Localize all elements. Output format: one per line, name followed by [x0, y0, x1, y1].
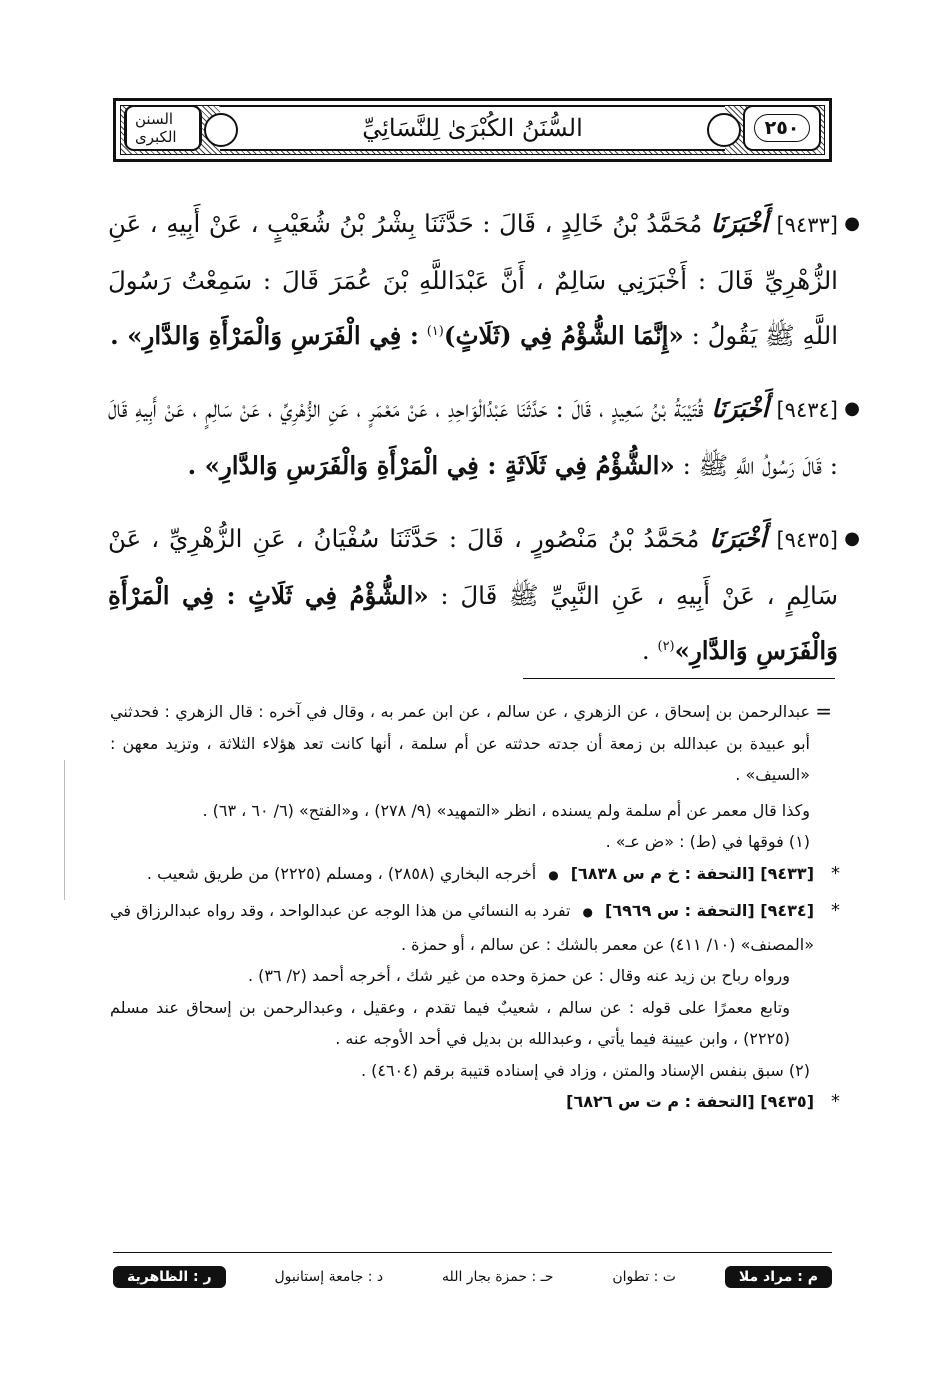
- akhbarana-word: أَخْبَرَنَا: [709, 524, 767, 553]
- manuscript-m: م : مراد ملا: [725, 1266, 832, 1288]
- akhbarana-word: أَخْبَرَنَا: [710, 209, 768, 238]
- takhrij-note-5: [110, 992, 840, 1055]
- footnote-separator: [523, 678, 835, 679]
- takhrij-note-4: [110, 960, 840, 992]
- isnad: مُحَمَّدُ بْنُ مَنْصُورٍ ، قَالَ : حَدَّثَنَا سُفْيَانُ ، عَنِ الزُّهْرِيِّ ، عَنْ سَالِمٍ ، عَنْ أَبِيهِ ، عَنِ النَّبِيِّ ﷺ قَالَ :: [108, 524, 838, 610]
- footnote-2: [110, 1055, 840, 1087]
- footnote-1: [110, 826, 840, 858]
- margin-line: [64, 760, 65, 900]
- tuhfa-ref: [٩٤٣٥] [التحفة : م ت س ٦٨٢٦]: [566, 1092, 814, 1111]
- hadith-number: [٩٤٣٣]: [776, 213, 838, 237]
- page-number-frame: [743, 105, 821, 151]
- takhrij-text: تفرد به النسائي من هذا الوجه عن عبدالواحد ، وقد رواه عبدالرزاق في «المصنف» (١٠/ ٤١١) عن معمر بالشك : عن سالم ، أو حمزة .: [110, 901, 814, 954]
- continuation-mark: =: [815, 699, 832, 723]
- bullet-icon: ●: [844, 398, 860, 419]
- isnad: قُتَيْبَةُ بْنُ سَعِيدٍ ، قَالَ : حَدَّثَنَا عَبْدُالْوَاحِدِ ، عَنْ مَعْمَرٍ ، عَنِ الزُّهْرِيِّ ، عَنْ سَالِمٍ ، عَنْ أَبِيهِ قَالَ : قَالَ رَسُولُ اللَّهِ ﷺ :: [108, 394, 838, 480]
- isnad: مُحَمَّدُ بْنُ خَالِدٍ ، قَالَ : حَدَّثَنَا بِشْرُ بْنُ شُعَيْبٍ ، عَنْ أَبِيهِ ، عَنِ الزُّهْرِيِّ قَالَ : أَخْبَرَنِي سَالِمٌ ، أَنَّ عَبْدَاللَّهِ بْنَ عُمَرَ قَالَ : سَمِعْتُ رَسُولَ اللَّهِ ﷺ يَقُولُ :: [108, 209, 838, 350]
- tuhfa-ref: [٩٤٣٤] [التحفة : س ٦٩٦٩]: [605, 901, 814, 920]
- end-mark: .: [641, 636, 650, 665]
- title-cartouche: [220, 105, 725, 151]
- bullet-icon: ●: [582, 905, 594, 919]
- takhrij-9434: [110, 895, 840, 960]
- footnotes: [110, 696, 840, 1118]
- footnote-continuation: [110, 696, 840, 791]
- footnote-text: ورواه رباح بن زيد عنه وقال : عن حمزة وحده من غير شك ، أخرجه أحمد (٢/ ٣٦) .: [247, 966, 790, 985]
- footnote-text-2: [110, 795, 840, 827]
- matn: «الشُّؤْمُ فِي ثَلَاثٍ : فِي الْمَرْأَةِ وَالْفَرَسِ وَالدَّارِ»: [108, 581, 838, 665]
- page-header: [113, 98, 832, 162]
- manuscript-key: [113, 1262, 832, 1292]
- takhrij-text: أخرجه البخاري (٢٨٥٨) ، ومسلم (٢٢٢٥) من طريق شعيب .: [146, 863, 537, 883]
- matn-part-b: : فِي الْفَرَسِ وَالْمَرْأَةِ وَالدَّارِ» .: [110, 321, 419, 350]
- footnote-text: (٢) سبق بنفس الإسناد والمتن ، وزاد في إسناده قتيبة برقم (٤٦٠٤) .: [360, 1060, 810, 1080]
- main-text: [108, 196, 860, 696]
- akhbarana-word: أَخْبَرَنَا: [711, 394, 769, 423]
- footnote-text: وكذا قال معمر عن أم سلمة ولم يسنده ، انظر «التمهيد» (٩/ ٢٧٨) ، و«الفتح» (٦/ ٦٠ ، ٦٣) .: [202, 800, 810, 820]
- book-emblem-text: السنن الكبرى: [126, 105, 200, 151]
- hadith-9433: [108, 196, 860, 363]
- hadith-number: [٩٤٣٤]: [776, 398, 838, 422]
- footnote-text: (١) فوقها في (ط) : «ض عـ» .: [605, 832, 810, 851]
- takhrij-9435: [110, 1086, 840, 1118]
- star-icon: *: [831, 1091, 840, 1112]
- hadith-9434: [108, 381, 860, 493]
- footnote-ref: (١): [426, 323, 444, 339]
- manuscript-r: ر : الظاهرية: [113, 1266, 226, 1288]
- bullet-icon: ●: [548, 867, 559, 882]
- manuscript-h: حـ : حمزة بجار الله: [442, 1269, 554, 1285]
- running-title: السُّنَنُ الكُبْرَىٰ لِلنَّسَائِيِّ: [362, 114, 583, 142]
- hadith-number: [٩٤٣٥]: [776, 528, 838, 552]
- footnote-text: عبدالرحمن بن إسحاق ، عن الزهري ، عن سالم ، عن ابن عمر به ، وقال في آخره : قال الزهري : فحدثني أبو عبيدة بن عبدالله بن زمعة أن جدته حدثته عن أم سلمة ، أنها كانت تعد هؤلاء الثلاثة ، وتزيد معهن : «السيف» .: [110, 702, 810, 784]
- star-icon: *: [831, 862, 840, 884]
- hadith-9435: [108, 511, 860, 678]
- page-number: ٢٥٠: [754, 114, 811, 142]
- footnote-ref: (٢): [657, 638, 675, 654]
- manuscript-d: د : جامعة إستانبول: [274, 1269, 384, 1285]
- tuhfa-ref: [٩٤٣٣] [التحفة : خ م س ٦٨٣٨]: [570, 863, 814, 883]
- manuscript-t: ت : تطوان: [612, 1269, 676, 1285]
- bullet-icon: ●: [844, 213, 860, 234]
- footnote-text: وتابع معمرًا على قوله : عن سالم ، شعيبٌ فيما تقدم ، وعقيل ، وعبدالرحمن بن إسحاق عند مسلم (٢٢٢٥) ، وابن عيينة فيما يأتي ، وعبدالله بن بديل في أحد الأوجه عنه .: [110, 997, 790, 1048]
- bottom-separator: [113, 1252, 832, 1253]
- star-icon: *: [831, 900, 840, 921]
- matn-part-a: «إِنَّمَا الشُّؤْمُ فِي (ثَلَاثٍ): [443, 321, 684, 350]
- bullet-icon: ●: [844, 528, 860, 549]
- takhrij-9433: [110, 858, 840, 892]
- book-emblem: [124, 105, 202, 151]
- matn: «الشُّؤْمُ فِي ثَلَاثَةٍ : فِي الْمَرْأَةِ وَالْفَرَسِ وَالدَّارِ» .: [187, 451, 675, 480]
